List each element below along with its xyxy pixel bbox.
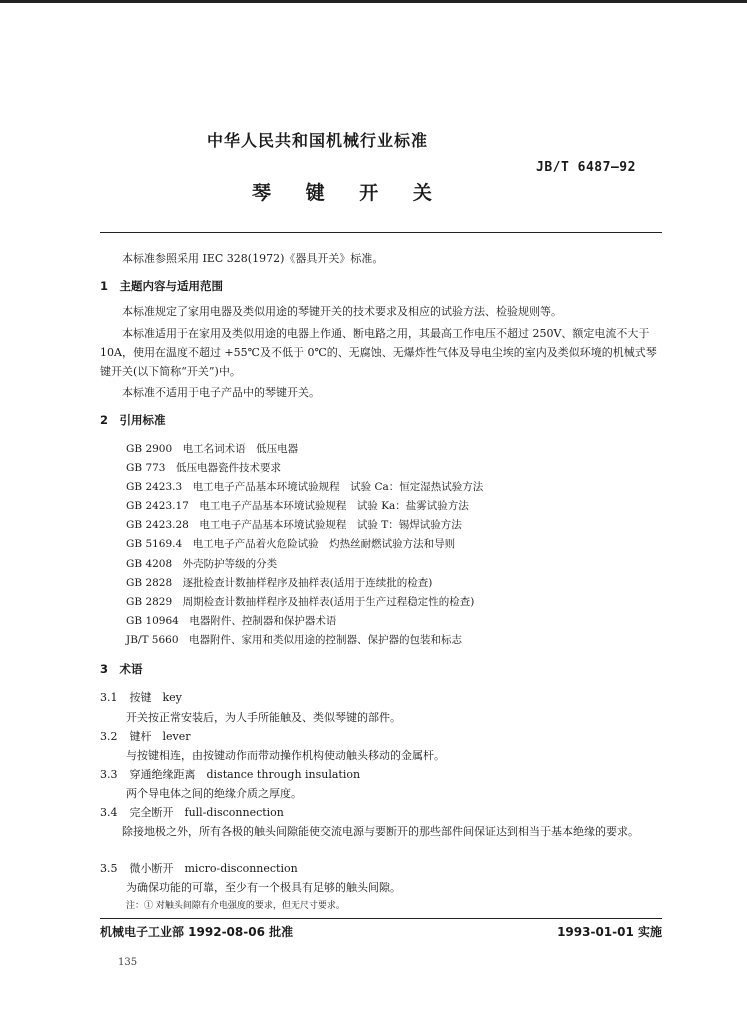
reference-item: JB/T 5660 电器附件、家用和类似用途的控制器、保护器的包装和标志 bbox=[126, 634, 463, 646]
term-label: 键杆 lever bbox=[129, 730, 191, 743]
term-definition: 为确保功能的可靠，至少有一个极具有足够的触头间隙。 bbox=[126, 881, 401, 894]
term-entry bbox=[100, 804, 284, 820]
reference-item: GB 773 低压电器瓷件技术要求 bbox=[126, 462, 281, 474]
term-entry bbox=[100, 766, 360, 782]
section-1-paragraph: 本标准规定了家用电器及类似用途的琴键开关的技术要求及相应的试验方法、检验规则等。 bbox=[122, 305, 562, 318]
section-1-heading: 1 主题内容与适用范围 bbox=[100, 279, 224, 293]
implementation-date: 1993-01-01 实施 bbox=[557, 925, 662, 939]
reference-item: GB 10964 电器附件、控制器和保护器术语 bbox=[126, 615, 337, 627]
section-3-heading: 3 术语 bbox=[100, 662, 143, 676]
reference-item: GB 2900 电工名词术语 低压电器 bbox=[126, 443, 299, 455]
term-definition: 与按键相连，由按键动作而带动操作机构使动触头移动的金属杆。 bbox=[126, 749, 445, 762]
term-definition: 两个导电体之间的绝缘介质之厚度。 bbox=[126, 787, 302, 800]
term-number: 3.3 bbox=[100, 768, 118, 781]
term-number: 3.2 bbox=[100, 730, 118, 743]
term-definition: 开关按正常安装后，为人手所能触及、类似琴键的部件。 bbox=[126, 711, 401, 724]
reference-item: GB 2423.3 电工电子产品基本环境试验规程 试验 Ca：恒定湿热试验方法 bbox=[126, 481, 484, 493]
term-label: 微小断开 micro-disconnection bbox=[129, 862, 298, 875]
intro-text: 本标准参照采用 IEC 328(1972)《器具开关》标准。 bbox=[122, 252, 384, 265]
term-number: 3.4 bbox=[100, 806, 118, 819]
footnote: 注：① 对触头间隙有介电强度的要求，但无尺寸要求。 bbox=[126, 901, 345, 911]
section-1-paragraph: 本标准适用于在家用及类似用途的电器上作通、断电路之用，其最高工作电压不超过 250V、额定电流不大于 10A，使用在温度不超过 +55℃及不低于 0℃的、无腐蚀、无爆炸性气体及导电尘埃的室内及类似环境的机械式琴键开关(以下简称“开关”)中。 bbox=[100, 327, 657, 378]
reference-item: GB 2423.28 电工电子产品基本环境试验规程 试验 T：锡焊试验方法 bbox=[126, 519, 462, 531]
header-rule bbox=[100, 232, 662, 233]
term-entry bbox=[100, 689, 182, 705]
reference-item: GB 5169.4 电工电子产品着火危险试验 灼热丝耐燃试验方法和导则 bbox=[126, 538, 456, 550]
document-title: 琴 键 开 关 bbox=[252, 182, 446, 204]
term-label: 按键 key bbox=[129, 691, 182, 704]
section-1-paragraph: 本标准不适用于电子产品中的琴键开关。 bbox=[122, 386, 320, 399]
reference-item: GB 4208 外壳防护等级的分类 bbox=[126, 558, 278, 570]
approval-line: 机械电子工业部 1992-08-06 批准 bbox=[100, 925, 294, 939]
term-number: 3.5 bbox=[100, 862, 118, 875]
term-label: 穿通绝缘距离 distance through insulation bbox=[129, 768, 361, 781]
term-label: 完全断开 full-disconnection bbox=[129, 806, 284, 819]
top-border-line bbox=[0, 0, 747, 3]
reference-item: GB 2829 周期检查计数抽样程序及抽样表(适用于生产过程稳定性的检查) bbox=[126, 596, 475, 608]
reference-item: GB 2423.17 电工电子产品基本环境试验规程 试验 Ka：盐雾试验方法 bbox=[126, 500, 469, 512]
section-2-heading: 2 引用标准 bbox=[100, 413, 166, 427]
page-number: 135 bbox=[118, 957, 138, 968]
term-entry bbox=[100, 728, 191, 744]
org-title: 中华人民共和国机械行业标准 bbox=[207, 131, 429, 150]
footer-rule bbox=[100, 918, 662, 919]
standard-number: JB/T 6487—92 bbox=[536, 160, 636, 175]
reference-item: GB 2828 逐批检查计数抽样程序及抽样表(适用于连续批的检查) bbox=[126, 577, 433, 589]
term-definition: 除接地极之外，所有各极的触头间隙能使交流电源与要断开的那些部件间保证达到相当于基本绝缘的要求。 bbox=[122, 825, 639, 838]
term-entry bbox=[100, 860, 298, 876]
term-number: 3.1 bbox=[100, 691, 118, 704]
